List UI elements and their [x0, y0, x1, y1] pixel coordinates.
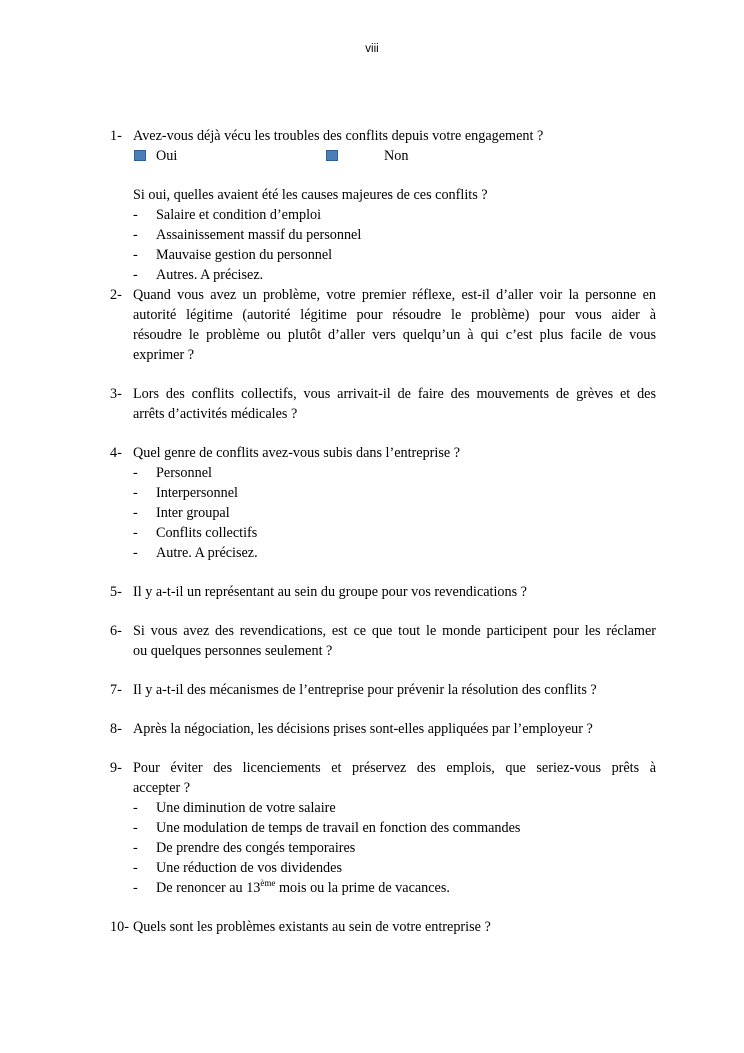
dash: - [133, 227, 138, 243]
list-item-text: Salaire et condition d’emploi [156, 207, 322, 223]
question-text: Avez-vous déjà vécu les troubles des conflits depuis votre engagement ? [133, 128, 544, 144]
question-3 [110, 384, 656, 404]
questionnaire [110, 126, 656, 937]
item-text-after: mois ou la prime de vacances. [275, 880, 450, 896]
question-text: arrêts d’activités médicales ? [133, 406, 298, 422]
list-item-text: Mauvaise gestion du personnel [156, 247, 333, 263]
list-item [110, 838, 656, 858]
superscript: ème [260, 878, 276, 888]
oui-label: Oui [156, 148, 178, 164]
question-4 [110, 443, 656, 463]
list-item [110, 463, 656, 483]
question-continuation [110, 325, 656, 345]
list-item [110, 245, 656, 265]
question-number: 7- [110, 682, 122, 698]
list-item [110, 503, 656, 523]
list-item [110, 265, 656, 285]
question-number: 8- [110, 721, 122, 737]
sub-question [110, 185, 656, 205]
answer-options [110, 146, 656, 166]
question-number: 1- [110, 128, 122, 144]
question-text: Après la négociation, les décisions prises sont-elles appliquées par l’employeur ? [133, 721, 593, 737]
list-item [110, 818, 656, 838]
question-1 [110, 126, 656, 146]
dash: - [133, 247, 138, 263]
list-item [110, 523, 656, 543]
page-number: viii [365, 43, 379, 55]
list-item-text: Une réduction de vos dividendes [156, 860, 342, 876]
dash: - [133, 267, 138, 283]
question-continuation [110, 404, 656, 424]
question-text: Lors des conflits collectifs, vous arrivait-il de faire des mouvements de grèves et des [133, 386, 656, 402]
question-2 [110, 285, 656, 305]
list-item [110, 543, 656, 563]
question-10 [110, 917, 656, 937]
list-item [110, 798, 656, 818]
list-item-text: Autres. A précisez. [156, 267, 264, 283]
list-item-text: Une diminution de votre salaire [156, 800, 336, 816]
question-5 [110, 582, 656, 602]
dash: - [133, 820, 138, 836]
question-7 [110, 680, 656, 700]
list-item-text: Inter groupal [156, 505, 230, 521]
question-text: exprimer ? [133, 347, 195, 363]
list-item-text: Interpersonnel [156, 485, 238, 501]
dash: - [133, 207, 138, 223]
question-8 [110, 719, 656, 739]
question-9 [110, 758, 656, 778]
question-number: 5- [110, 584, 122, 600]
question-text: Quels sont les problèmes existants au sein de votre entreprise ? [133, 919, 491, 935]
sub-question-text: Si oui, quelles avaient été les causes majeures de ces conflits ? [133, 187, 488, 203]
question-continuation [110, 641, 656, 661]
question-number: 2- [110, 287, 122, 303]
list-item [110, 858, 656, 878]
list-item-text: De prendre des congés temporaires [156, 840, 356, 856]
question-number: 4- [110, 445, 122, 461]
question-text: ou quelques personnes seulement ? [133, 643, 333, 659]
list-item-text: Autre. A précisez. [156, 545, 258, 561]
question-text: Il y a-t-il des mécanismes de l’entreprise pour prévenir la résolution des conflits ? [133, 682, 597, 698]
question-number: 6- [110, 623, 122, 639]
dash: - [133, 800, 138, 816]
question-number: 10- [110, 919, 129, 935]
list-item [110, 878, 656, 898]
question-continuation [110, 305, 656, 325]
question-text: accepter ? [133, 780, 191, 796]
question-continuation [110, 345, 656, 365]
dash: - [133, 525, 138, 541]
item-text-before: De renoncer au 13 [156, 880, 261, 896]
dash: - [133, 860, 138, 876]
list-item-text: Conflits collectifs [156, 525, 258, 541]
non-checkbox[interactable] [326, 150, 338, 161]
question-number: 9- [110, 760, 122, 776]
list-item [110, 205, 656, 225]
question-text: Il y a-t-il un représentant au sein du groupe pour vos revendications ? [133, 584, 527, 600]
list-item-text: Une modulation de temps de travail en fonction des commandes [156, 820, 521, 836]
dash: - [133, 880, 138, 896]
list-item [110, 225, 656, 245]
dash: - [133, 465, 138, 481]
dash: - [133, 840, 138, 856]
question-continuation [110, 778, 656, 798]
question-number: 3- [110, 386, 122, 402]
oui-checkbox[interactable] [134, 150, 146, 161]
question-text: résoudre le problème ou plutôt d’aller vers quelqu’un à qui c’est plus facile de vous [133, 327, 656, 343]
question-text: Pour éviter des licenciements et préservez des emplois, que seriez-vous prêts à [133, 760, 656, 776]
question-text: autorité légitime (autorité légitime pour résoudre le problème) pour vous aider à [133, 307, 656, 323]
list-item-text: Personnel [156, 465, 212, 481]
list-item-text [156, 878, 450, 898]
question-6 [110, 621, 656, 641]
dash: - [133, 505, 138, 521]
list-item [110, 483, 656, 503]
dash: - [133, 485, 138, 501]
question-text: Quand vous avez un problème, votre premier réflexe, est-il d’aller voir la personne en [133, 287, 656, 303]
non-label: Non [384, 148, 409, 164]
question-text: Si vous avez des revendications, est ce que tout le monde participent pour les réclamer [133, 623, 656, 639]
question-text: Quel genre de conflits avez-vous subis dans l’entreprise ? [133, 445, 460, 461]
dash: - [133, 545, 138, 561]
list-item-text: Assainissement massif du personnel [156, 227, 362, 243]
